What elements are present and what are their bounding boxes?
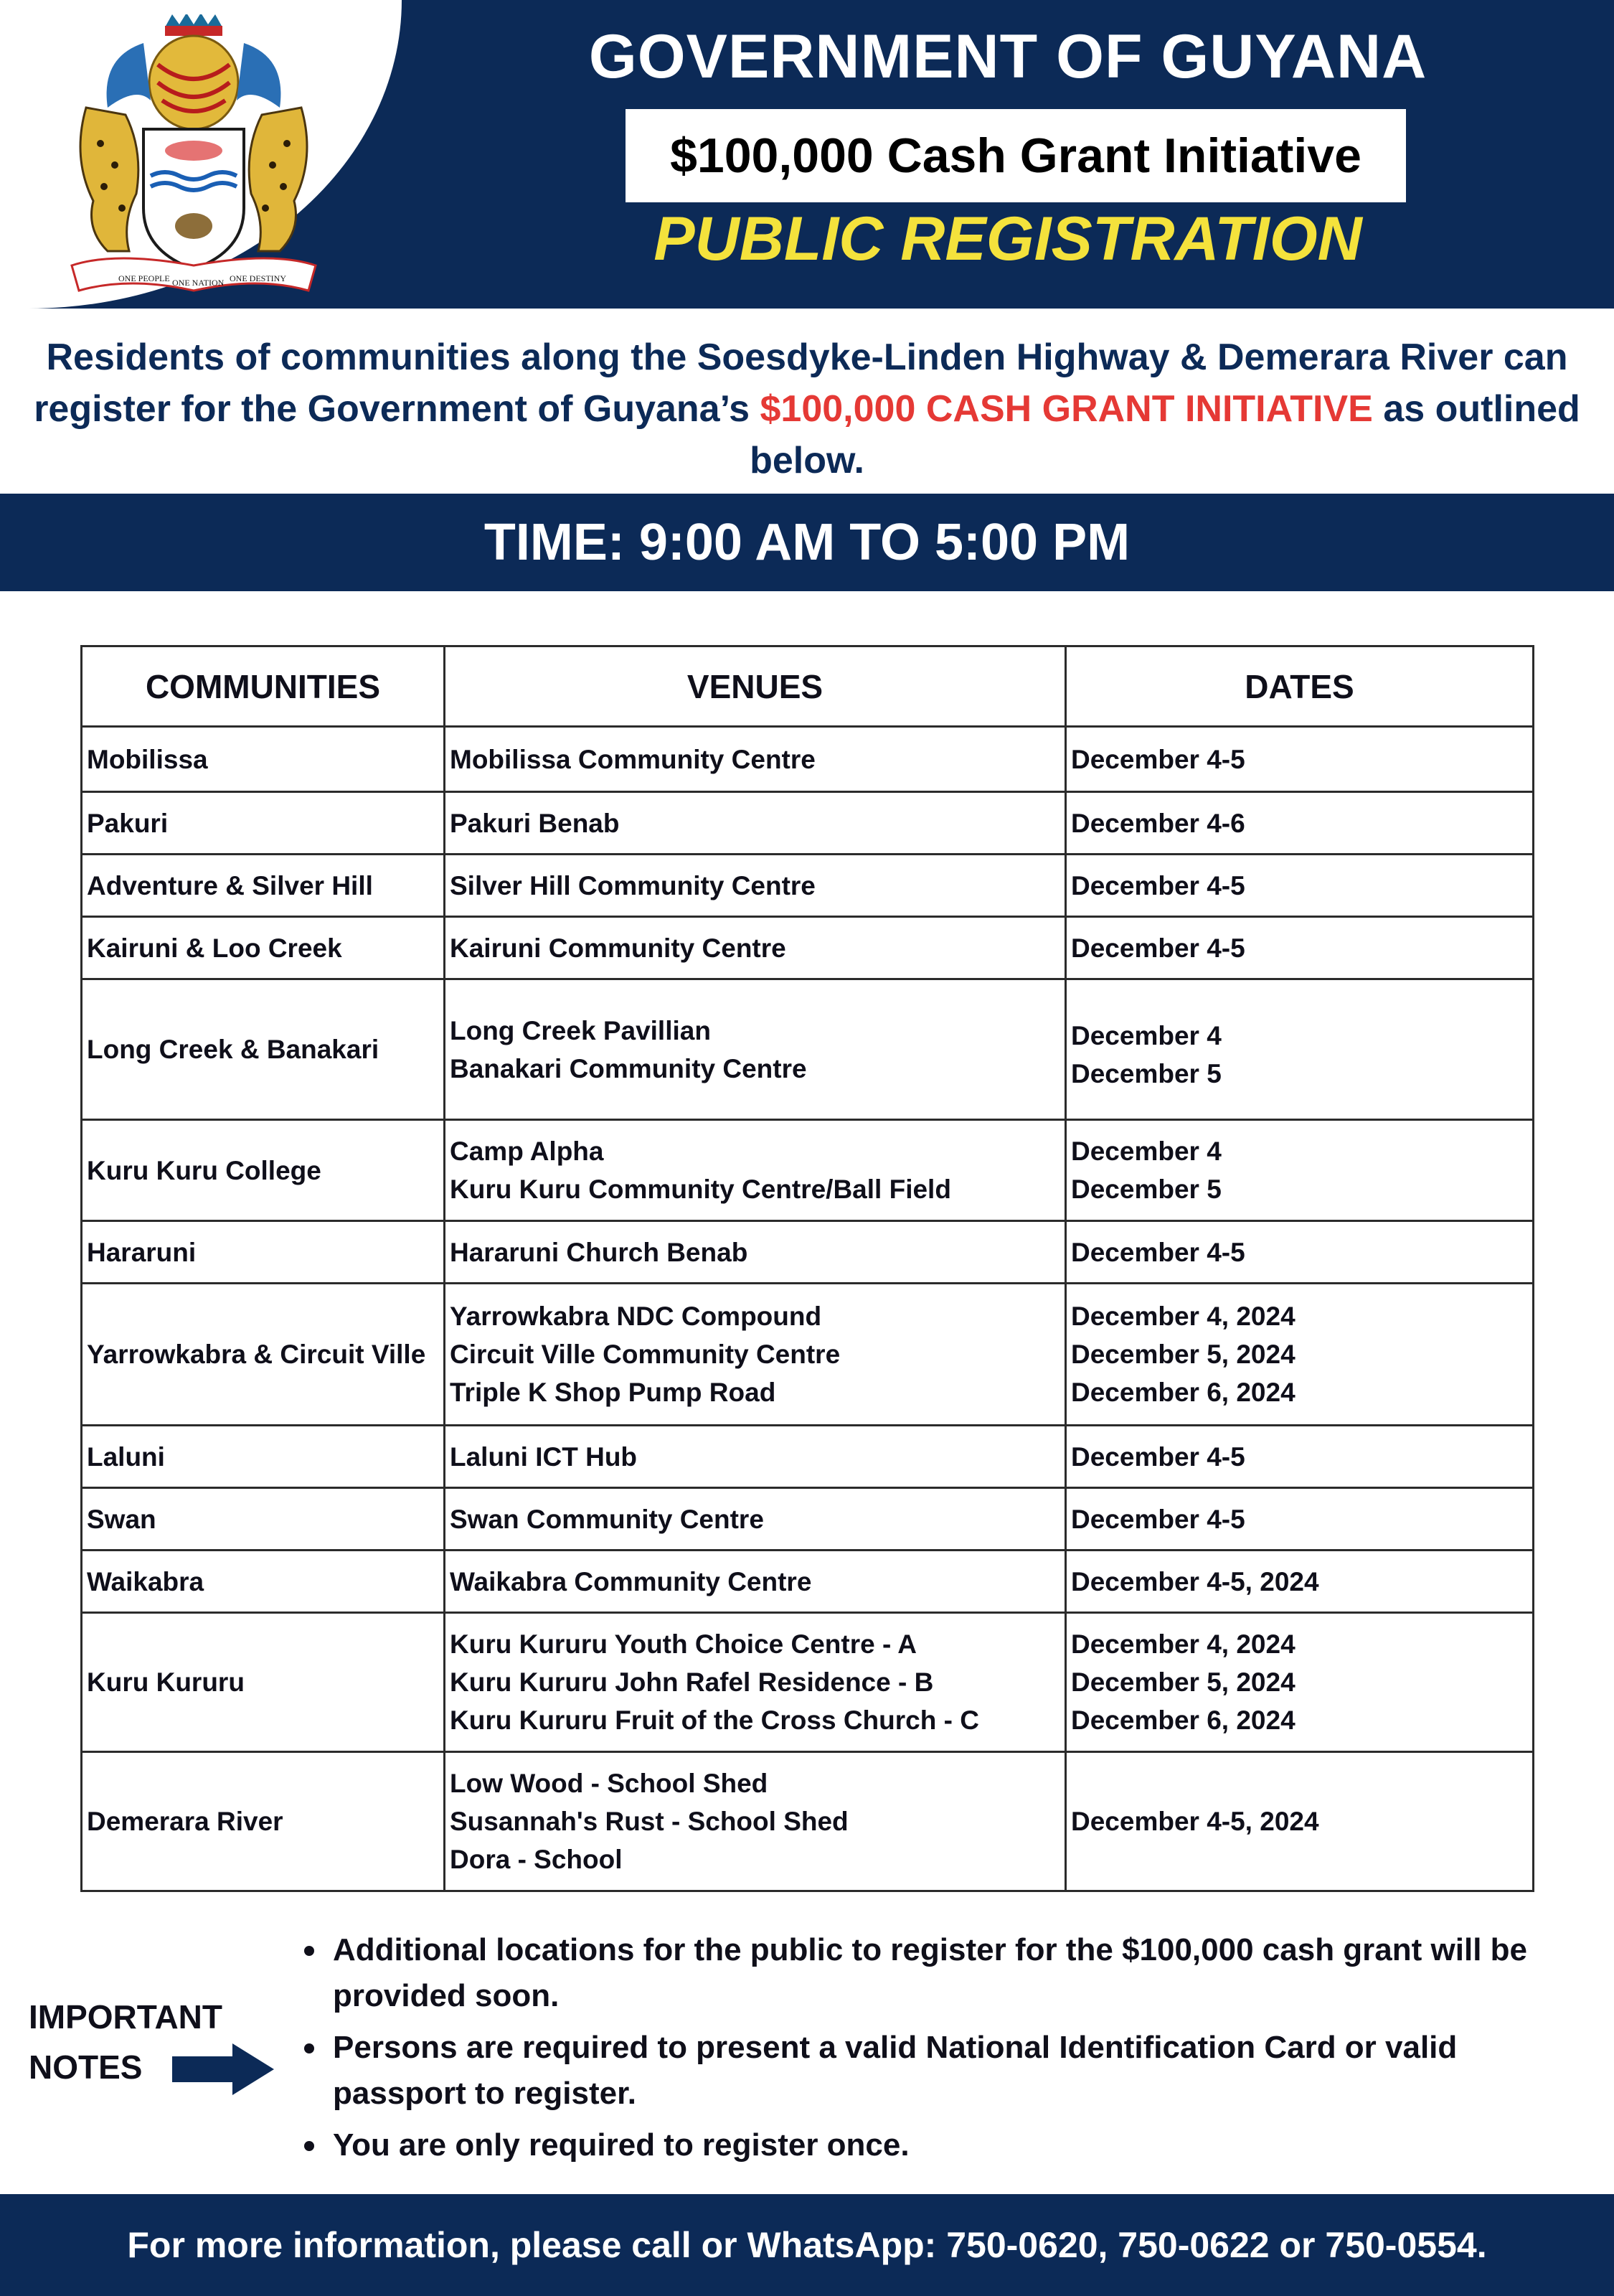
date-cell xyxy=(1066,1426,1534,1488)
date-line: December 4 xyxy=(1071,1137,1222,1166)
date-cell xyxy=(1066,792,1534,855)
date-line: December 6, 2024 xyxy=(1071,1378,1296,1407)
footer-banner xyxy=(0,2194,1614,2296)
date-line: December 4-6 xyxy=(1071,808,1245,838)
date-line: December 5 xyxy=(1071,1058,1222,1088)
header-dates: DATES xyxy=(1066,646,1534,727)
community-cell: Swan xyxy=(82,1488,445,1551)
date-line: December 4 xyxy=(1071,1020,1222,1050)
venue-cell xyxy=(445,917,1066,979)
table-row xyxy=(82,792,1534,855)
date-line: December 4, 2024 xyxy=(1071,1629,1296,1659)
community-cell: Hararuni xyxy=(82,1221,445,1284)
header-venues: VENUES xyxy=(445,646,1066,727)
date-cell xyxy=(1066,979,1534,1120)
venue-line: Low Wood - School Shed xyxy=(450,1769,768,1798)
date-line: December 5, 2024 xyxy=(1071,1340,1296,1369)
note-item: Persons are required to present a valid National Identification Card or valid passport to register. xyxy=(301,2025,1578,2117)
date-line: December 5, 2024 xyxy=(1071,1667,1296,1697)
venue-cell xyxy=(445,1488,1066,1551)
table-row xyxy=(82,979,1534,1120)
venue-cell xyxy=(445,792,1066,855)
table-row xyxy=(82,1613,1534,1752)
table-row xyxy=(82,727,1534,792)
table-row xyxy=(82,1752,1534,1891)
community-cell: Laluni xyxy=(82,1426,445,1488)
venue-line: Kuru Kururu Youth Choice Centre - A xyxy=(450,1629,917,1659)
date-cell xyxy=(1066,1221,1534,1284)
date-line: December 5 xyxy=(1071,1175,1222,1204)
table-header-row xyxy=(82,646,1534,727)
note-item: Additional locations for the public to register for the $100,000 cash grant will be provided soon. xyxy=(301,1927,1578,2019)
venue-cell xyxy=(445,727,1066,792)
community-cell: Pakuri xyxy=(82,792,445,855)
government-title: GOVERNMENT OF GUYANA xyxy=(588,22,1427,91)
intro-text-before: Residents of communities along the Soesdyke-Linden Highway & Demerara River can register for the Government of Guyana’s xyxy=(34,337,1568,430)
motto-word-1: ONE PEOPLE xyxy=(118,273,170,283)
community-cell: Long Creek & Banakari xyxy=(82,979,445,1120)
date-line: December 4-5 xyxy=(1071,870,1245,900)
venue-cell xyxy=(445,1284,1066,1426)
venue-cell xyxy=(445,1551,1066,1613)
community-cell: Adventure & Silver Hill xyxy=(82,855,445,917)
date-line: December 4-5 xyxy=(1071,1237,1245,1267)
grant-title-box xyxy=(626,109,1406,202)
note-item: You are only required to register once. xyxy=(301,2122,1578,2168)
date-cell xyxy=(1066,1284,1534,1426)
venue-line: Pakuri Benab xyxy=(450,808,620,838)
community-cell: Kairuni & Loo Creek xyxy=(82,917,445,979)
venue-line: Susannah's Rust - School Shed xyxy=(450,1807,849,1836)
date-cell xyxy=(1066,1120,1534,1221)
venue-line: Swan Community Centre xyxy=(450,1504,764,1534)
venue-line: Kuru Kuru Community Centre/Ball Field xyxy=(450,1175,951,1204)
venue-line: Silver Hill Community Centre xyxy=(450,870,816,900)
header-communities: COMMUNITIES xyxy=(82,646,445,727)
schedule-table xyxy=(80,645,1534,1892)
date-line: December 4-5 xyxy=(1071,744,1245,774)
venue-cell xyxy=(445,1120,1066,1221)
venue-line: Kuru Kururu John Rafel Residence - B xyxy=(450,1667,934,1697)
venue-line: Long Creek Pavillian xyxy=(450,1015,711,1045)
time-text: TIME: 9:00 AM TO 5:00 PM xyxy=(483,514,1131,571)
venue-cell xyxy=(445,1613,1066,1752)
date-line: December 4-5 xyxy=(1071,1441,1245,1472)
table-row xyxy=(82,917,1534,979)
venue-line: Kairuni Community Centre xyxy=(450,933,786,963)
venue-cell xyxy=(445,1426,1066,1488)
table-row xyxy=(82,1426,1534,1488)
community-cell: Mobilissa xyxy=(82,727,445,792)
date-cell xyxy=(1066,727,1534,792)
grant-title: $100,000 Cash Grant Initiative xyxy=(670,128,1361,183)
venue-cell xyxy=(445,855,1066,917)
header-banner xyxy=(0,0,1614,309)
venue-line: Mobilissa Community Centre xyxy=(450,744,816,774)
community-cell: Kuru Kuru College xyxy=(82,1120,445,1221)
venue-line: Triple K Shop Pump Road xyxy=(450,1378,776,1407)
community-cell: Waikabra xyxy=(82,1551,445,1613)
date-line: December 4-5, 2024 xyxy=(1071,1566,1319,1596)
date-cell xyxy=(1066,1551,1534,1613)
venue-line: Kuru Kururu Fruit of the Cross Church - C xyxy=(450,1705,979,1735)
venue-line: Dora - School xyxy=(450,1845,623,1874)
intro-paragraph xyxy=(14,331,1600,486)
venue-line: Waikabra Community Centre xyxy=(450,1566,812,1596)
community-cell: Demerara River xyxy=(82,1752,445,1891)
notes-label-line1: IMPORTANT xyxy=(29,1998,223,2036)
coat-of-arms-icon xyxy=(57,14,330,301)
venue-cell xyxy=(445,979,1066,1120)
table-row xyxy=(82,855,1534,917)
table-row xyxy=(82,1488,1534,1551)
table-row xyxy=(82,1120,1534,1221)
date-line: December 6, 2024 xyxy=(1071,1705,1296,1735)
venue-cell xyxy=(445,1752,1066,1891)
intro-text-after: as outlined below. xyxy=(750,388,1580,481)
community-cell: Kuru Kururu xyxy=(82,1613,445,1752)
venue-line: Laluni ICT Hub xyxy=(450,1441,638,1472)
motto-word-2: ONE NATION xyxy=(172,278,225,288)
community-cell: Yarrowkabra & Circuit Ville xyxy=(82,1284,445,1426)
date-line: December 4-5 xyxy=(1071,1504,1245,1534)
footer-contact-text: For more information, please call or WhatsApp: 750-0620, 750-0622 or 750-0554. xyxy=(127,2225,1487,2265)
public-registration-title: PUBLIC REGISTRATION xyxy=(653,204,1362,273)
venue-line: Hararuni Church Benab xyxy=(450,1237,748,1267)
notes-label-line2: NOTES xyxy=(29,2048,143,2086)
table-row xyxy=(82,1551,1534,1613)
venue-cell xyxy=(445,1221,1066,1284)
venue-line: Circuit Ville Community Centre xyxy=(450,1340,841,1369)
date-cell xyxy=(1066,917,1534,979)
date-cell xyxy=(1066,1613,1534,1752)
venue-line: Banakari Community Centre xyxy=(450,1053,807,1083)
notes-list xyxy=(301,1927,1578,2174)
time-banner xyxy=(0,494,1614,591)
motto-word-3: ONE DESTINY xyxy=(230,273,286,283)
arrow-right-icon xyxy=(169,2041,277,2098)
date-line: December 4-5 xyxy=(1071,933,1245,963)
date-cell xyxy=(1066,1752,1534,1891)
date-line: December 4, 2024 xyxy=(1071,1302,1296,1331)
venue-line: Camp Alpha xyxy=(450,1137,604,1166)
date-line: December 4-5, 2024 xyxy=(1071,1807,1319,1836)
venue-line: Yarrowkabra NDC Compound xyxy=(450,1302,822,1331)
date-cell xyxy=(1066,1488,1534,1551)
table-row xyxy=(82,1284,1534,1426)
table-row xyxy=(82,1221,1534,1284)
intro-highlight: $100,000 CASH GRANT INITIATIVE xyxy=(760,388,1373,430)
date-cell xyxy=(1066,855,1534,917)
